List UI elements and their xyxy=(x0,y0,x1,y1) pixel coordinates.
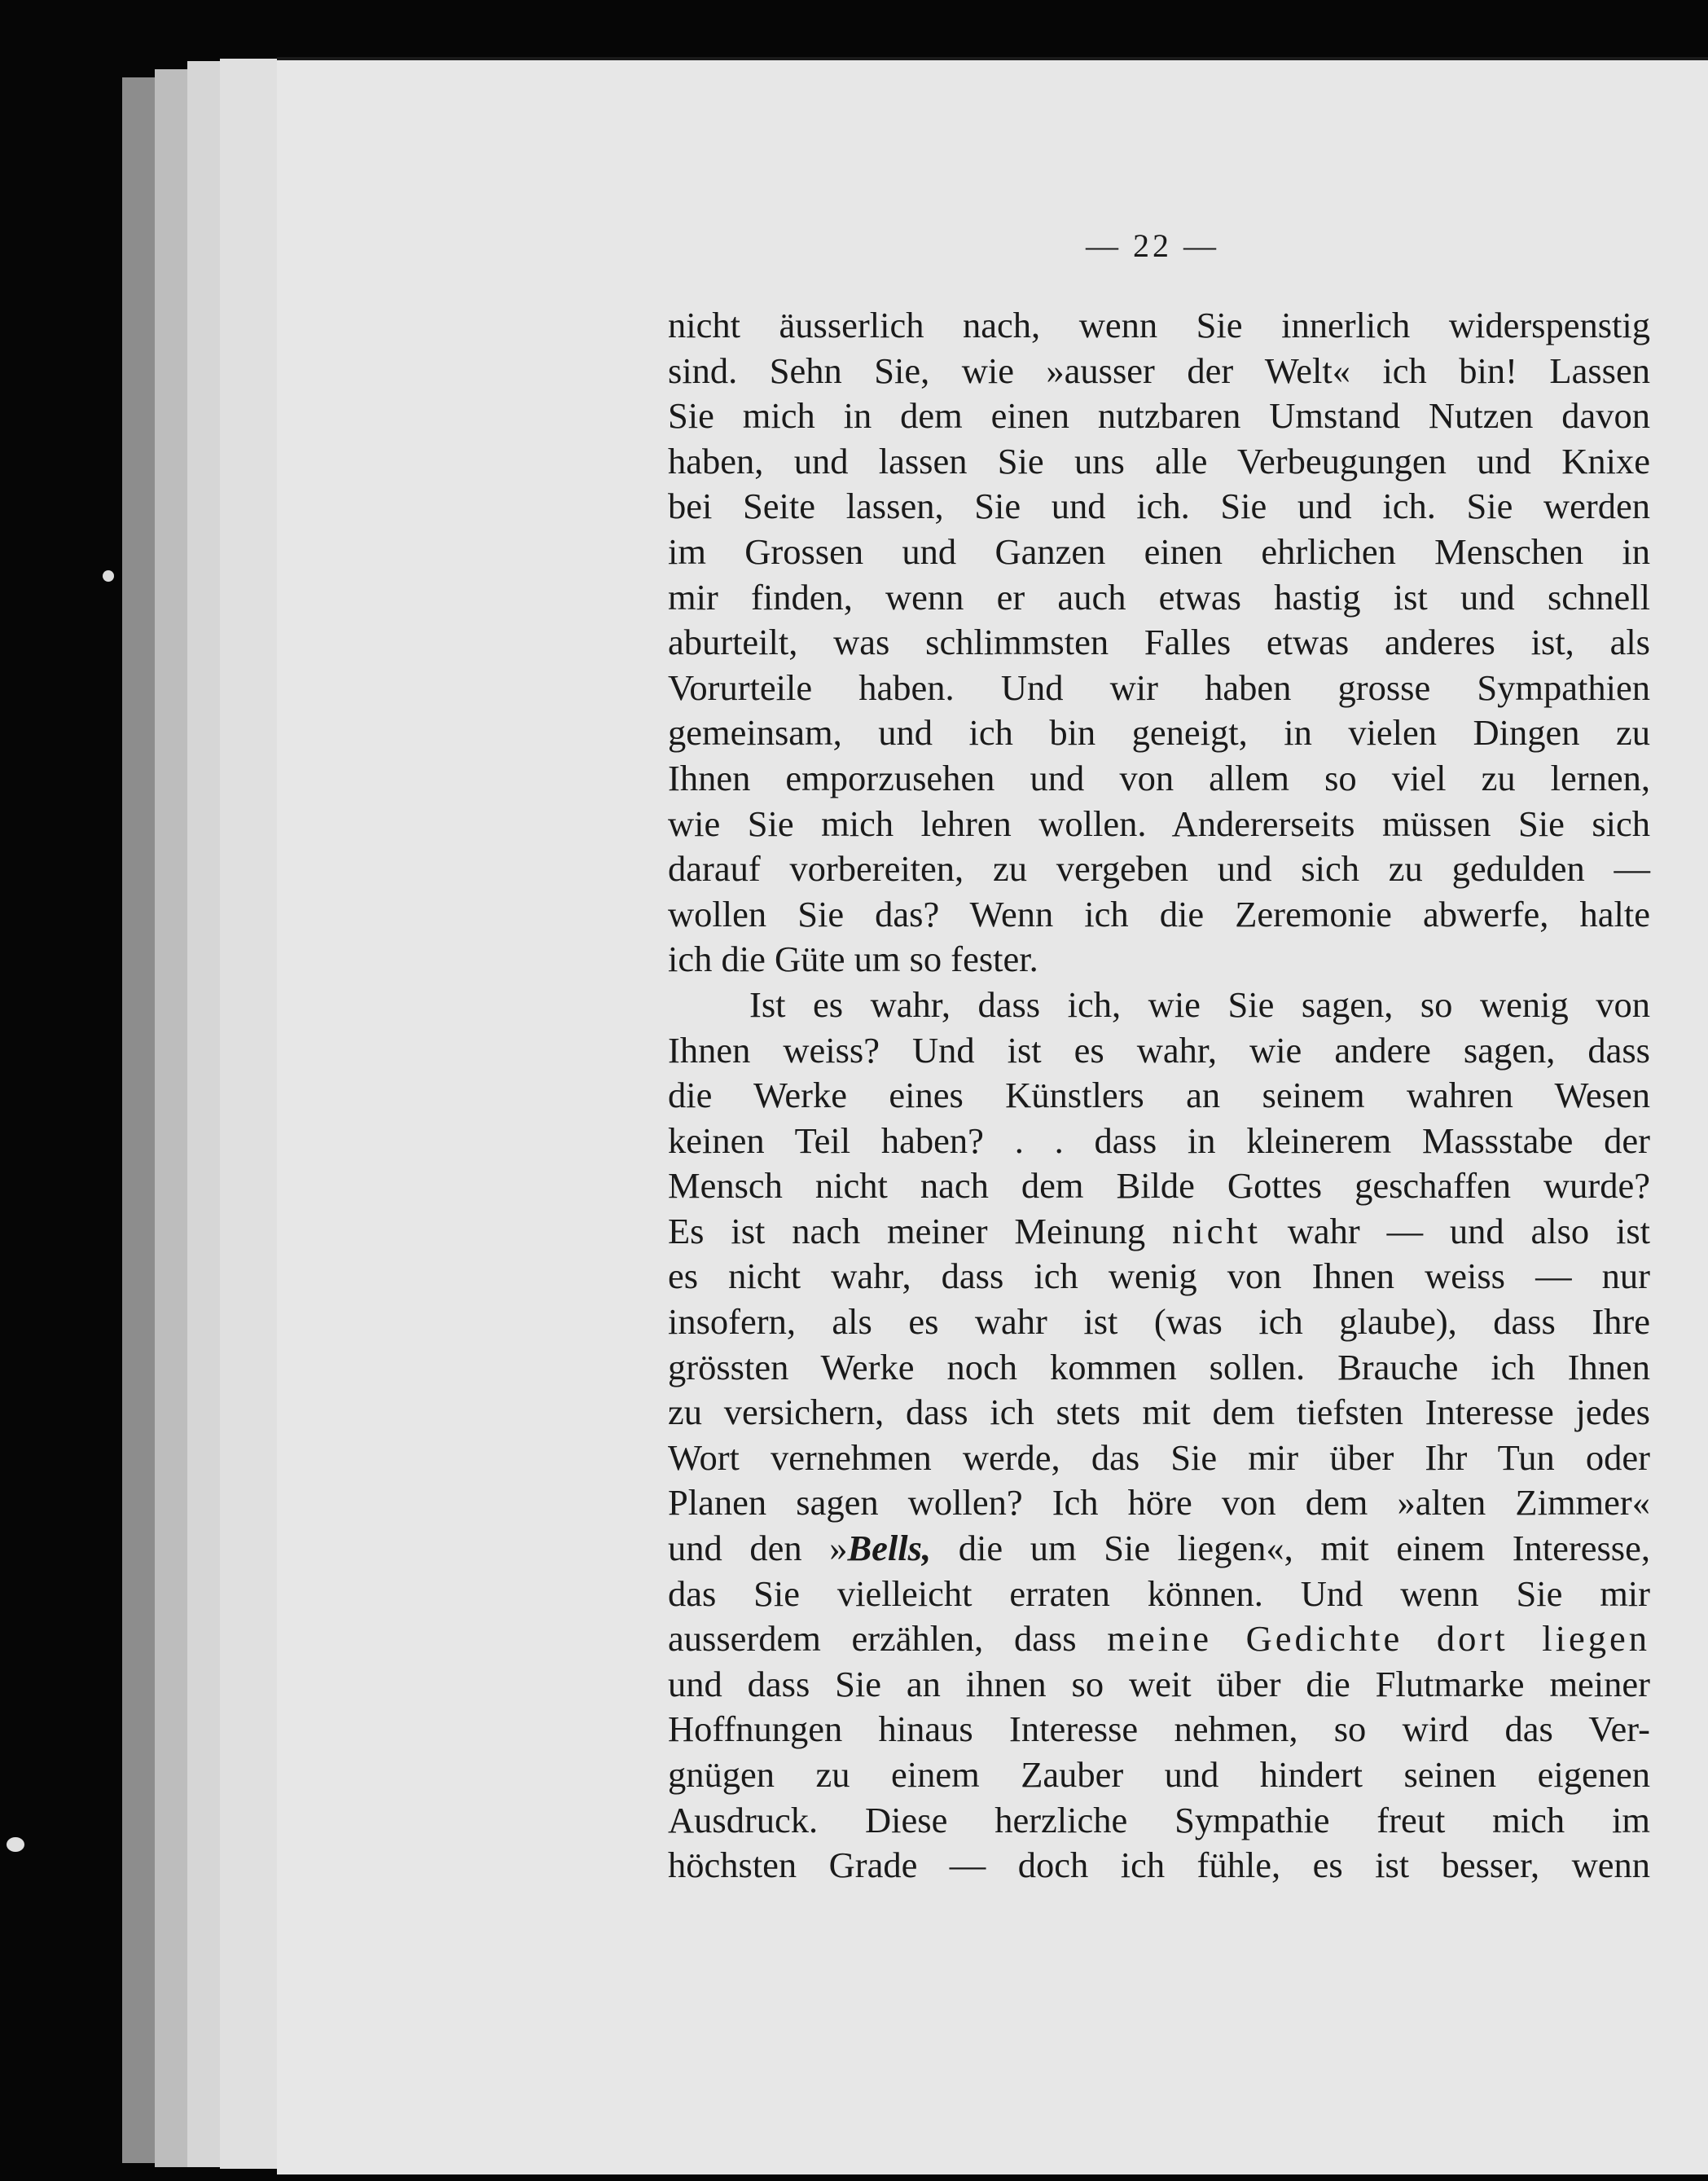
text-line: Ihnen weiss? Und ist es wahr, wie andere sagen, dass xyxy=(668,1029,1650,1071)
page-number: — 22 — xyxy=(1086,227,1219,264)
text-segment: die um Sie liegen«, mit einem Interesse, xyxy=(958,1528,1650,1569)
text-segment: Es ist nach meiner Meinung xyxy=(668,1210,1146,1251)
text-line: grössten Werke noch kommen sollen. Brauche ich Ihnen xyxy=(668,1346,1650,1387)
text-line xyxy=(668,1209,1650,1255)
text-line: es nicht wahr, dass ich wenig von Ihnen weiss — nur xyxy=(668,1255,1650,1297)
text-line xyxy=(668,1526,1650,1572)
text-line: das Sie vielleicht erraten können. Und wenn Sie mir xyxy=(668,1572,1650,1614)
scan-speck xyxy=(7,1837,24,1852)
page-edge xyxy=(155,69,187,2167)
text-line: sind. Sehn Sie, wie »ausser der Welt« ich bin! Lassen xyxy=(668,350,1650,391)
text-line: gnügen zu einem Zauber und hindert seinen eigenen xyxy=(668,1754,1650,1795)
text-line: wollen Sie das? Wenn ich die Zeremonie abwerfe, halte xyxy=(668,893,1650,934)
scan-speck xyxy=(103,570,114,582)
text-line: wie Sie mich lehren wollen. Andererseits müssen Sie sich xyxy=(668,802,1650,844)
page-edge xyxy=(220,59,277,2169)
text-line: haben, und lassen Sie uns alle Verbeugungen und Knixe xyxy=(668,440,1650,481)
text-segment: ausserdem erzählen, dass xyxy=(668,1618,1077,1660)
text-line: Vorurteile haben. Und wir haben grosse Sympathien xyxy=(668,666,1650,708)
text-line xyxy=(668,1616,1650,1662)
page-edge xyxy=(187,61,220,2167)
text-line: nicht äusserlich nach, wenn Sie innerlich widerspenstig xyxy=(668,305,1650,345)
text-segment: wahr — und also ist xyxy=(1287,1210,1651,1251)
text-line: gemeinsam, und ich bin geneigt, in vielen Dingen zu xyxy=(668,712,1650,754)
text-line: Mensch nicht nach dem Bilde Gottes geschaffen wurde? xyxy=(668,1165,1650,1207)
text-segment: und den » xyxy=(668,1528,848,1569)
emphasized-text: meine Gedichte dort liegen xyxy=(1107,1618,1651,1660)
text-line: Ist es wahr, dass ich, wie Sie sagen, so wenig von xyxy=(749,983,1650,1025)
italic-title: Bells, xyxy=(847,1528,932,1569)
text-line: Planen sagen wollen? Ich höre von dem »alten Zimmer« xyxy=(668,1482,1650,1524)
emphasized-text: nicht xyxy=(1171,1210,1261,1251)
text-line: bei Seite lassen, Sie und ich. Sie und ich. Sie werden xyxy=(668,486,1650,527)
text-line: darauf vorbereiten, zu vergeben und sich zu gedulden — xyxy=(668,848,1650,890)
text-line: Hoffnungen hinaus Interesse nehmen, so wird das Ver- xyxy=(668,1708,1650,1750)
text-line: Sie mich in dem einen nutzbaren Umstand Nutzen davon xyxy=(668,395,1650,437)
body-text xyxy=(668,303,1650,1889)
text-line: Ihnen emporzusehen und von allem so viel zu lernen, xyxy=(668,757,1650,798)
text-line: insofern, als es wahr ist (was ich glaube), dass Ihre xyxy=(668,1301,1650,1343)
text-line: ich die Güte um so fester. xyxy=(668,939,1038,980)
page-edge xyxy=(122,77,155,2163)
text-line: im Grossen und Ganzen einen ehrlichen Menschen in xyxy=(668,530,1650,572)
text-line: höchsten Grade — doch ich fühle, es ist besser, wenn xyxy=(668,1845,1650,1886)
text-line: mir finden, wenn er auch etwas hastig ist und schnell xyxy=(668,576,1650,618)
text-line: aburteilt, was schlimmsten Falles etwas anderes ist, als xyxy=(668,622,1650,663)
text-line: die Werke eines Künstlers an seinem wahren Wesen xyxy=(668,1075,1650,1116)
text-line: und dass Sie an ihnen so weit über die Flutmarke meiner xyxy=(668,1663,1650,1704)
text-line: Ausdruck. Diese herzliche Sympathie freut mich im xyxy=(668,1799,1650,1840)
text-line: Wort vernehmen werde, das Sie mir über Ihr Tun oder xyxy=(668,1436,1650,1478)
text-line: zu versichern, dass ich stets mit dem tiefsten Interesse jedes xyxy=(668,1392,1650,1433)
text-line: keinen Teil haben? . . dass in kleinerem Massstabe der xyxy=(668,1119,1650,1161)
